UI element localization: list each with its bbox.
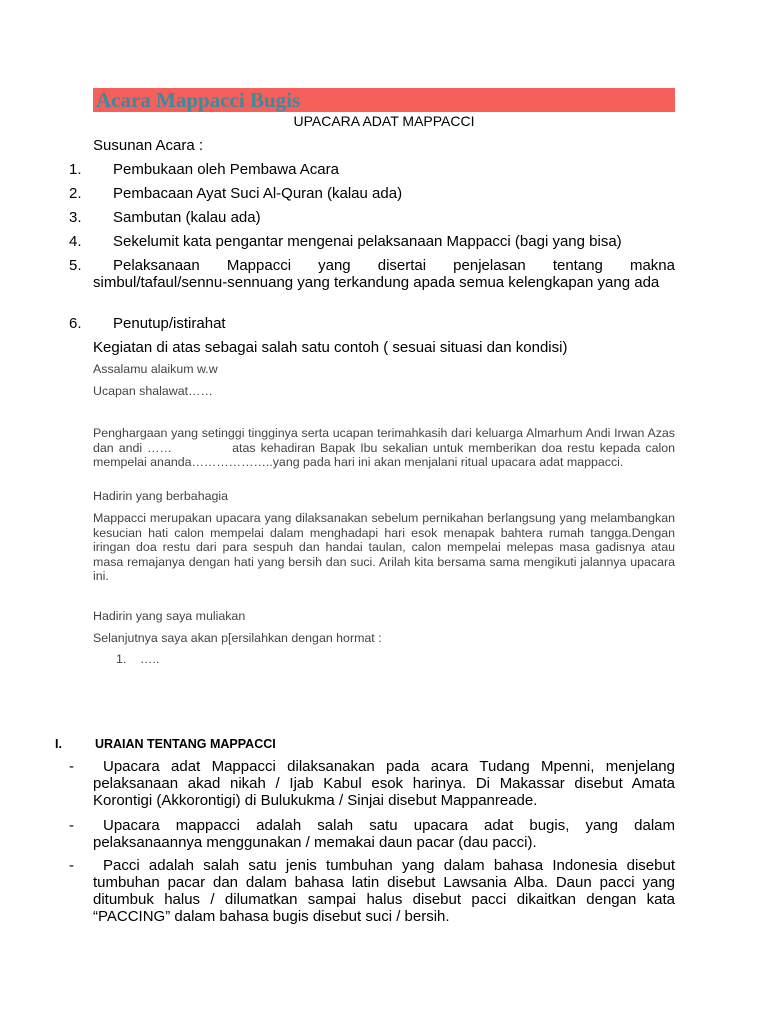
greeting: Assalamu alaikum w.w — [93, 362, 218, 376]
agenda-heading: Susunan Acara : — [93, 137, 204, 154]
bullet-dash: - — [69, 857, 74, 874]
bullet-dash: - — [69, 758, 74, 775]
bullet-paragraph: Upacara mappacci adalah salah satu upacara adat bugis, yang dalam pelaksanaannya menggunakan / memakai daun pacar (dau pacci). — [93, 817, 675, 851]
agenda-item-number: 1. — [69, 161, 82, 178]
agenda-item-number: 6. — [69, 315, 82, 332]
document-title: UPACARA ADAT MAPPACCI — [293, 113, 475, 129]
banner-title: Acara Mappacci Bugis — [96, 88, 301, 112]
agenda-item-text: Sambutan (kalau ada) — [113, 209, 261, 226]
agenda-item-number: 4. — [69, 233, 82, 250]
agenda-item-number: 3. — [69, 209, 82, 226]
section-number: I. — [55, 737, 62, 751]
sub-item-text: ….. — [140, 652, 160, 666]
agenda-item-number: 2. — [69, 185, 82, 202]
bullet-dash: - — [69, 817, 74, 834]
address-line: Hadirin yang berbahagia — [93, 489, 229, 503]
agenda-item-number: 5. — [69, 257, 82, 274]
invite-line: Selanjutnya saya akan p[ersilahkan dengan hormat : — [93, 631, 382, 645]
agenda-item-text: Pembacaan Ayat Suci Al-Quran (kalau ada) — [113, 185, 403, 202]
agenda-item-text: Sekelumit kata pengantar mengenai pelaksanaan Mappacci (bagi yang bisa) — [113, 233, 622, 250]
appreciation-paragraph: Penghargaan yang setinggi tingginya serta ucapan terimahkasih dari keluarga Almarhum Andi Irwan Azas dan andi …… atas kehadiran Bapak Ibu sekalian untuk memberikan doa restu kepada calon mempelai ananda………………..yang pada hari ini akan menjalani ritual upacara adat mappacci. — [93, 426, 679, 469]
address-line: Hadirin yang saya muliakan — [93, 609, 246, 623]
explanation-paragraph: Mappacci merupakan upacara yang dilaksanakan sebelum pernikahan berlangsung yang melambangkan kesucian hati calon mempelai dalam menghadapi hari esok menapak bahtera rumah tangga.Dengan iringan doa restu dari para sespuh dan handai taulan, calon mempelai melepas masa gadisnya atau masa remajanya dengan hati yang bersih dan suci. Arilah kita bersama sama mengikuti jalannya upacara ini. — [93, 511, 675, 583]
section-title: URAIAN TENTANG MAPPACCI — [94, 737, 276, 751]
sub-item-number: 1. — [116, 652, 127, 666]
agenda-item-text: Pelaksanaan Mappacci yang disertai penjelasan tentang makna simbul/tafaul/sennu-sennuang yang terkandung apada semua kelengkapan yang ada — [93, 257, 675, 291]
bullet-paragraph: Upacara adat Mappacci dilaksanakan pada acara Tudang Mpenni, menjelang pelaksanaan akad nikah / Ijab Kabul esok harinya. Di Makassar disebut Amata Korontigi (Akkorontigi) di Bulukukma / Sinjai disebut Mappanreade. — [93, 758, 675, 809]
section-heading — [55, 737, 276, 752]
bullet-paragraph: Pacci adalah salah satu jenis tumbuhan yang dalam bahasa Indonesia disebut tumbuhan pacar dan dalam bahasa latin disebut Lawsania Alba. Daun pacci yang ditumbuk halus / dilumatkan sampai halus disebut pacci dikaitkan dengan kata “PACCING” dalam bahasa bugis disebut suci / bersih. — [93, 857, 675, 925]
agenda-item-text: Penutup/istirahat — [113, 315, 226, 332]
agenda-item-text: Pembukaan oleh Pembawa Acara — [113, 161, 339, 178]
salawat-line: Ucapan shalawat…… — [93, 384, 213, 398]
agenda-note: Kegiatan di atas sebagai salah satu contoh ( sesuai situasi dan kondisi) — [93, 339, 568, 356]
